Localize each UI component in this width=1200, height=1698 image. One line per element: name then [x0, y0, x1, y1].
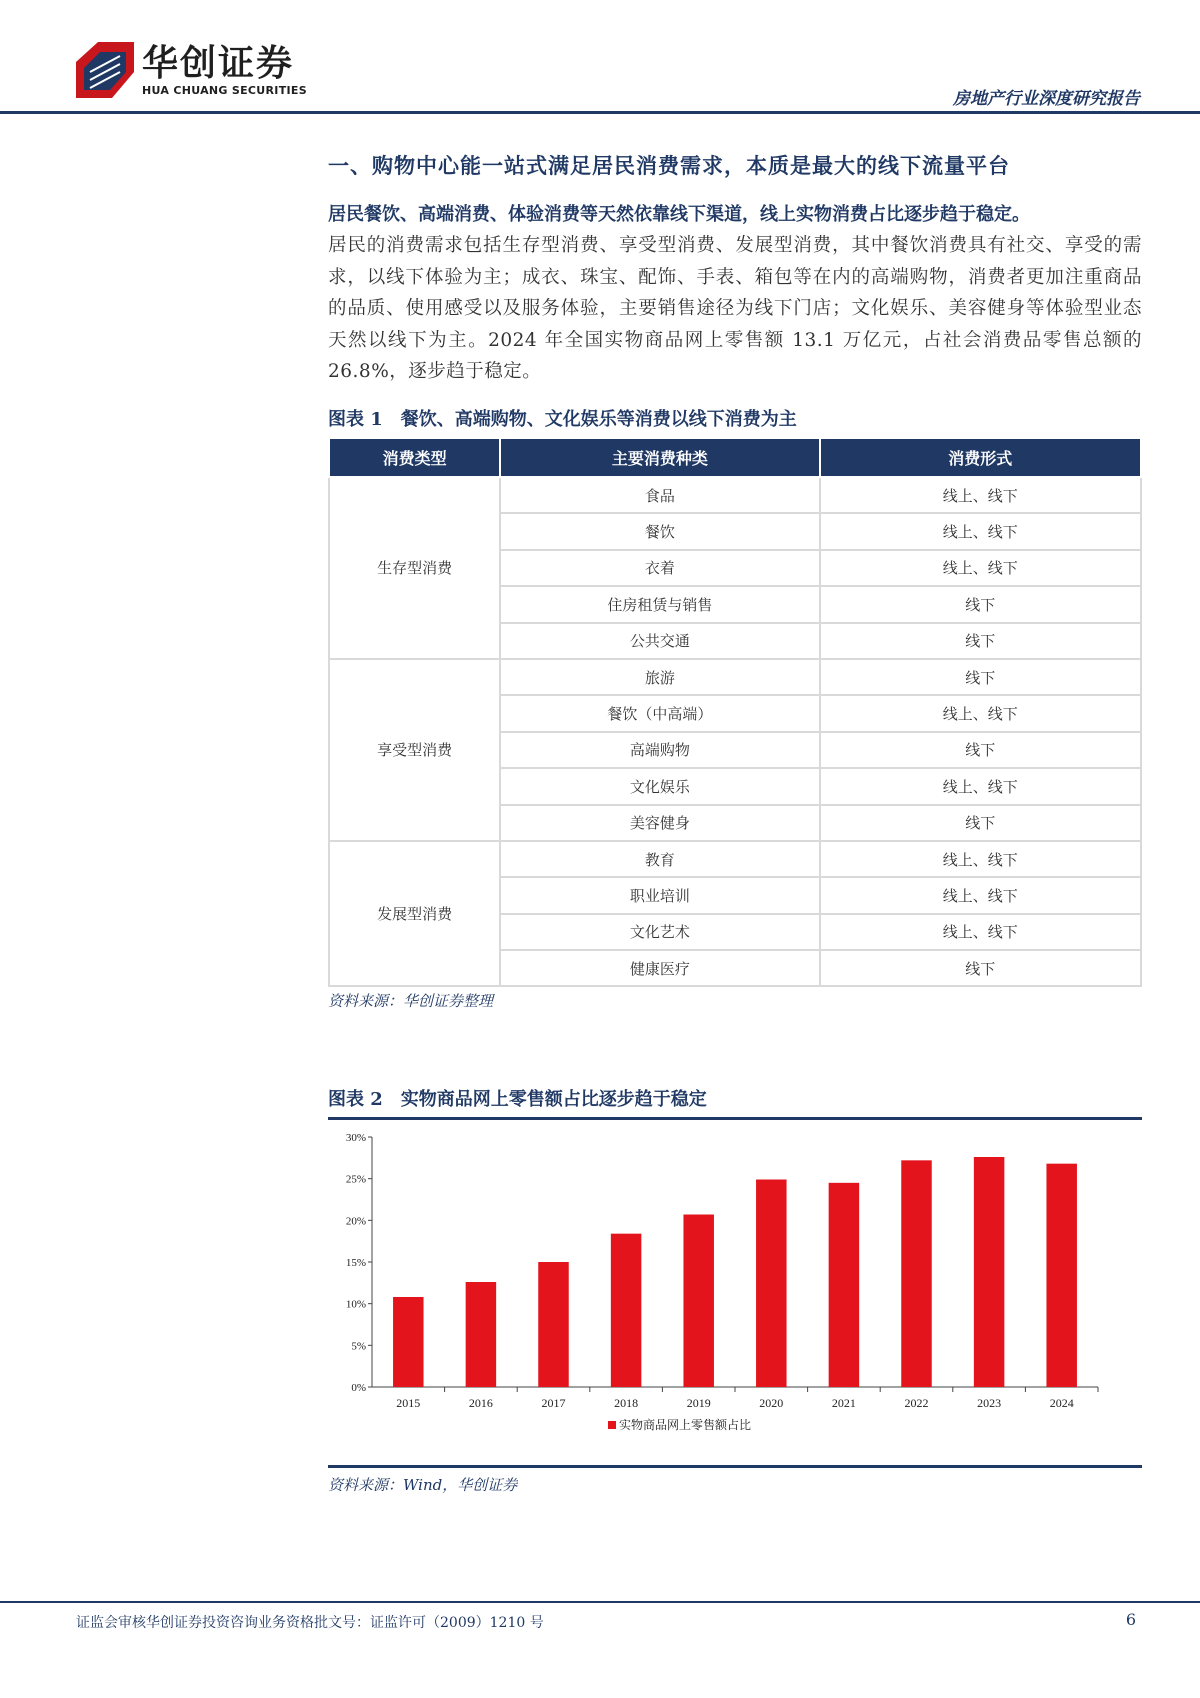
channel-cell: 线上、线下 — [820, 477, 1141, 513]
category-cell: 餐饮 — [500, 513, 819, 549]
category-cell: 旅游 — [500, 659, 819, 695]
channel-cell: 线下 — [820, 732, 1141, 768]
x-tick-label: 2019 — [686, 1396, 711, 1410]
figure1-caption: 餐饮、高端购物、文化娱乐等消费以线下消费为主 — [400, 409, 797, 430]
y-tick-label: 25% — [345, 1173, 366, 1186]
figure1-source: 资料来源：华创证券整理 — [328, 992, 494, 1010]
y-tick-label: 20% — [345, 1215, 366, 1228]
report-type: 房地产行业深度研究报告 — [953, 89, 1140, 109]
table-row — [329, 659, 1141, 695]
x-tick-label: 2015 — [396, 1396, 421, 1410]
section-lead: 居民餐饮、高端消费、体验消费等天然依靠线下渠道，线上实物消费占比逐步趋于稳定。 — [328, 204, 1030, 225]
bar-2023 — [974, 1157, 1004, 1387]
channel-cell: 线上、线下 — [820, 695, 1141, 731]
x-tick-label: 2018 — [614, 1396, 639, 1410]
channel-cell: 线下 — [820, 586, 1141, 622]
bar-2021 — [829, 1183, 859, 1387]
brand-logo-icon — [76, 42, 134, 98]
category-cell: 教育 — [500, 841, 819, 877]
channel-cell: 线上、线下 — [820, 513, 1141, 549]
category-cell: 公共交通 — [500, 623, 819, 659]
channel-cell: 线上、线下 — [820, 841, 1141, 877]
header-divider — [0, 111, 1200, 114]
category-cell: 健康医疗 — [500, 950, 819, 986]
legend-swatch — [608, 1421, 616, 1429]
group-cell: 享受型消费 — [329, 659, 500, 841]
x-tick-label: 2016 — [468, 1396, 493, 1410]
category-cell: 职业培训 — [500, 877, 819, 913]
bar-2017 — [538, 1262, 568, 1387]
channel-cell: 线上、线下 — [820, 914, 1141, 950]
page-number: 6 — [1125, 1610, 1136, 1629]
online-retail-share-chart — [328, 1125, 1142, 1460]
bar-2022 — [901, 1160, 931, 1387]
y-tick-label: 0% — [351, 1382, 366, 1394]
table-row — [329, 477, 1141, 513]
bar-2024 — [1046, 1164, 1076, 1387]
figure2-bottom-rule — [328, 1465, 1142, 1468]
bar-2015 — [393, 1297, 423, 1387]
y-tick-label: 10% — [345, 1298, 366, 1311]
section-title: 一、购物中心能一站式满足居民消费需求，本质是最大的线下流量平台 — [328, 153, 1010, 178]
bar-2019 — [683, 1215, 713, 1388]
channel-cell: 线上、线下 — [820, 768, 1141, 804]
figure2-number: 图表 2 — [328, 1089, 383, 1110]
category-cell: 高端购物 — [500, 732, 819, 768]
bar-2020 — [756, 1180, 786, 1388]
brand-name-en: HUA CHUANG SECURITIES — [142, 84, 307, 97]
x-tick-label: 2024 — [1049, 1396, 1074, 1410]
channel-cell: 线下 — [820, 623, 1141, 659]
footer-license: 证监会审核华创证券投资咨询业务资格批文号：证监许可（2009）1210 号 — [76, 1615, 544, 1631]
category-cell: 文化艺术 — [500, 914, 819, 950]
brand-logo — [76, 40, 316, 100]
category-cell: 美容健身 — [500, 805, 819, 841]
channel-cell: 线下 — [820, 950, 1141, 986]
table-row — [329, 841, 1141, 877]
channel-cell: 线上、线下 — [820, 550, 1141, 586]
category-cell: 文化娱乐 — [500, 768, 819, 804]
channel-cell: 线下 — [820, 805, 1141, 841]
category-cell: 餐饮（中高端） — [500, 695, 819, 731]
y-tick-label: 15% — [345, 1257, 366, 1269]
figure1-title — [328, 405, 1142, 431]
x-tick-label: 2023 — [977, 1396, 1002, 1410]
x-tick-label: 2017 — [541, 1396, 566, 1410]
group-cell: 发展型消费 — [329, 841, 500, 987]
channel-cell: 线下 — [820, 659, 1141, 695]
y-tick-label: 5% — [351, 1340, 366, 1353]
category-cell: 食品 — [500, 477, 819, 513]
consumption-table — [328, 437, 1142, 987]
group-cell: 生存型消费 — [329, 477, 500, 659]
table-header-row — [329, 438, 1141, 477]
bar-2018 — [611, 1234, 641, 1387]
table-header-cell: 消费形式 — [820, 438, 1141, 477]
footer-divider — [0, 1601, 1200, 1603]
bar-2016 — [466, 1282, 496, 1387]
x-tick-label: 2021 — [831, 1396, 856, 1410]
figure2-title — [328, 1085, 1142, 1111]
y-tick-label: 30% — [345, 1132, 366, 1144]
brand-name-cn: 华创证券 — [142, 43, 295, 84]
legend-label: 实物商品网上零售额占比 — [619, 1418, 752, 1432]
table-header-cell: 消费类型 — [329, 438, 500, 477]
figure2-caption: 实物商品网上零售额占比逐步趋于稳定 — [400, 1089, 707, 1110]
figure2-top-rule — [328, 1117, 1142, 1120]
section-paragraph: 居民的消费需求包括生存型消费、享受型消费、发展型消费，其中餐饮消费具有社交、享受的需求，以线下体验为主；成衣、珠宝、配饰、手表、箱包等在内的高端购物，消费者更加注重商品的品质、使用感受以及服务体验，主要销售途径为线下门店；文化娱乐、美容健身等体验型业态天然以线下为主。2024 年全国实物商品网上零售额 13.1 万亿元，占社会消费品零售总额的 26.8%，逐步趋于稳定。 — [328, 235, 1142, 382]
page-header — [0, 0, 1200, 120]
x-tick-label: 2022 — [904, 1396, 929, 1410]
channel-cell: 线上、线下 — [820, 877, 1141, 913]
x-tick-label: 2020 — [759, 1396, 784, 1410]
table-header-cell: 主要消费种类 — [500, 438, 819, 477]
category-cell: 住房租赁与销售 — [500, 586, 819, 622]
category-cell: 衣着 — [500, 550, 819, 586]
figure2-source: 资料来源：Wind，华创证券 — [328, 1476, 518, 1494]
figure1-number: 图表 1 — [328, 409, 383, 430]
